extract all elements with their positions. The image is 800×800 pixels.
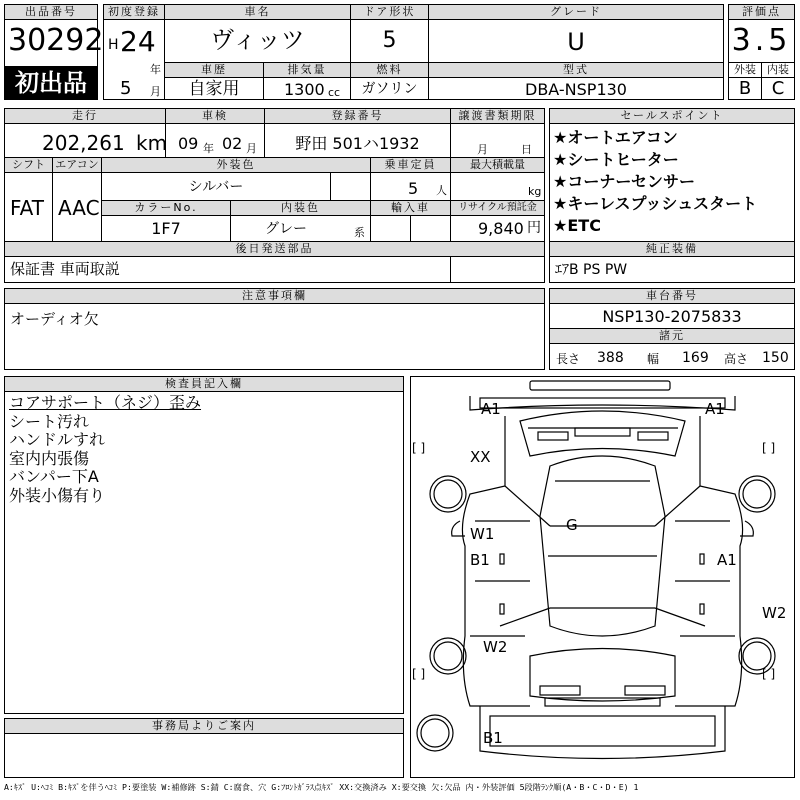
insp-month: 02	[222, 134, 243, 153]
insp-year: 09	[178, 134, 199, 153]
capacity: 5	[408, 179, 419, 198]
load-unit: kg	[528, 185, 542, 198]
chassis-number: NSP130-2075833	[602, 307, 742, 326]
equipment-label: 純正装備	[550, 242, 794, 257]
score: 3.5	[731, 23, 792, 58]
car-diagram	[410, 376, 795, 778]
damage-mark: A1	[717, 551, 737, 569]
color-label: 外装色	[102, 158, 370, 173]
inspector-line: ハンドルすれ	[9, 430, 106, 449]
office-label: 事務局よりご案内	[5, 719, 403, 734]
damage-mark: W2	[762, 604, 787, 622]
damage-mark: A1	[481, 400, 501, 418]
ac-label: エアコン	[53, 158, 101, 173]
insp-month-unit: 月	[246, 142, 257, 155]
height: 150	[762, 350, 789, 366]
sales-item: ★ETC	[553, 216, 601, 235]
color: シルバー	[188, 179, 244, 195]
inspector-lines	[9, 394, 201, 505]
displacement-label: 排気量	[264, 63, 350, 78]
width-label: 幅	[647, 352, 660, 366]
bracket-mark: [ ]	[412, 441, 426, 455]
sales-label: セールスポイント	[550, 109, 794, 124]
transfer-month-unit: 月	[477, 143, 488, 156]
mileage-label: 走行	[5, 109, 165, 124]
displacement: 1300	[284, 80, 325, 99]
damage-mark: B1	[470, 551, 490, 569]
score-label: 評価点	[729, 5, 794, 20]
plate-label: 登録番号	[265, 109, 450, 124]
sales-list	[553, 127, 757, 237]
length-label: 長さ	[556, 352, 581, 366]
first-listing-text: 初出品	[15, 69, 87, 97]
recycle-unit: 円	[527, 220, 541, 236]
damage-mark: W1	[470, 525, 495, 543]
int-label: 内装	[767, 63, 789, 76]
fuel-label: 燃料	[351, 63, 428, 78]
lot-label: 出品番号	[5, 5, 97, 20]
bracket-mark: [ ]	[412, 667, 426, 681]
sales-item: ★コーナーセンサー	[553, 172, 696, 191]
inspector-line: 室内内張傷	[9, 448, 90, 468]
ext-label: 外装	[734, 63, 756, 76]
displacement-unit: cc	[328, 86, 341, 99]
inspector-line: コアサポート（ネジ）歪み	[9, 393, 202, 412]
capacity-unit: 人	[436, 184, 447, 197]
grade: U	[567, 28, 585, 56]
plate: 野田 501ハ1932	[295, 134, 420, 153]
recycle: 9,840	[478, 219, 524, 238]
shift: FAT	[10, 196, 45, 220]
grade-label: グレード	[429, 5, 723, 20]
inspection-label: 車検	[166, 109, 264, 124]
interior-suffix: 系	[354, 226, 365, 239]
transfer-day-unit: 日	[521, 143, 532, 156]
damage-mark: XX	[470, 448, 491, 466]
color-no-label: カラーNo.	[102, 201, 230, 216]
reg-month-unit: 月	[150, 85, 161, 98]
sales-item: ★オートエアコン	[553, 128, 678, 147]
color-no: 1F7	[151, 219, 181, 238]
insp-year-unit: 年	[203, 142, 214, 155]
bracket-mark: [ ]	[762, 667, 776, 681]
later-parts: 保証書 車両取説	[10, 260, 120, 278]
reg-year: 24	[120, 25, 156, 58]
mileage-unit: km	[136, 131, 168, 155]
transfer-label: 譲渡書類期限	[451, 109, 544, 124]
load-label: 最大積載量	[451, 158, 544, 173]
history-label: 車歴	[165, 63, 263, 78]
notes-label: 注意事項欄	[5, 289, 544, 304]
lot-number: 30292	[8, 23, 104, 58]
capacity-label: 乗車定員	[371, 158, 450, 173]
history: 自家用	[188, 79, 240, 99]
chassis-label: 車台番号	[550, 289, 794, 304]
dims-label: 諸元	[550, 329, 794, 344]
inspector-line: シート汚れ	[9, 411, 90, 431]
first-reg-label: 初度登録	[104, 5, 164, 20]
car-name-label: 車名	[165, 5, 350, 20]
bracket-mark: [ ]	[762, 441, 776, 455]
import-label: 輸入車	[371, 201, 450, 216]
door-label: ドア形状	[351, 5, 428, 20]
recycle-label: リサイクル預託金	[451, 201, 544, 216]
width: 169	[682, 350, 709, 366]
reg-month: 5	[120, 78, 132, 99]
interior-color-label: 内装色	[231, 201, 370, 216]
fuel: ガソリン	[361, 81, 418, 97]
interior-color: グレー	[265, 221, 307, 237]
later-label: 後日発送部品	[5, 242, 544, 257]
legend: A:ｷｽﾞ U:ﾍｺﾐ B:ｷｽﾞを伴うﾍｺﾐ P:要塗装 W:補修跡 S:錆 C:腐食、穴 G:ﾌﾛﾝﾄｶﾞﾗｽ点ｷｽﾞ XX:交換済み X:要交換 欠:欠品 内・外装評価 5段階ﾗﾝｸ順(A・B・C・D・E) 1	[4, 782, 639, 792]
car-name: ヴィッツ	[210, 26, 305, 54]
sales-item: ★キーレスプッシュスタート	[553, 194, 758, 213]
damage-mark: A1	[705, 400, 725, 418]
damage-mark: B1	[483, 729, 503, 747]
inspector-label: 検査員記入欄	[5, 377, 403, 392]
model: DBA-NSP130	[525, 80, 627, 99]
equipment: ｴｱB PS PW	[555, 262, 628, 278]
door-count: 5	[382, 28, 397, 53]
mileage: 202,261	[42, 131, 125, 155]
notes: オーディオ欠	[10, 310, 99, 328]
reg-year-unit: 年	[150, 63, 161, 76]
ac: AAC	[58, 196, 100, 220]
damage-mark: W2	[483, 638, 508, 656]
inspector-line: 外装小傷有り	[9, 485, 106, 505]
era: H	[108, 37, 119, 53]
model-label: 型式	[429, 63, 723, 78]
int-rating: C	[771, 78, 785, 99]
damage-mark: G	[566, 516, 578, 534]
shift-label: シフト	[5, 158, 52, 173]
inspector-line: バンパー下A	[9, 467, 99, 486]
sales-item: ★シートヒーター	[553, 150, 679, 169]
length: 388	[597, 350, 624, 366]
height-label: 高さ	[724, 352, 749, 366]
ext-rating: B	[738, 78, 752, 99]
